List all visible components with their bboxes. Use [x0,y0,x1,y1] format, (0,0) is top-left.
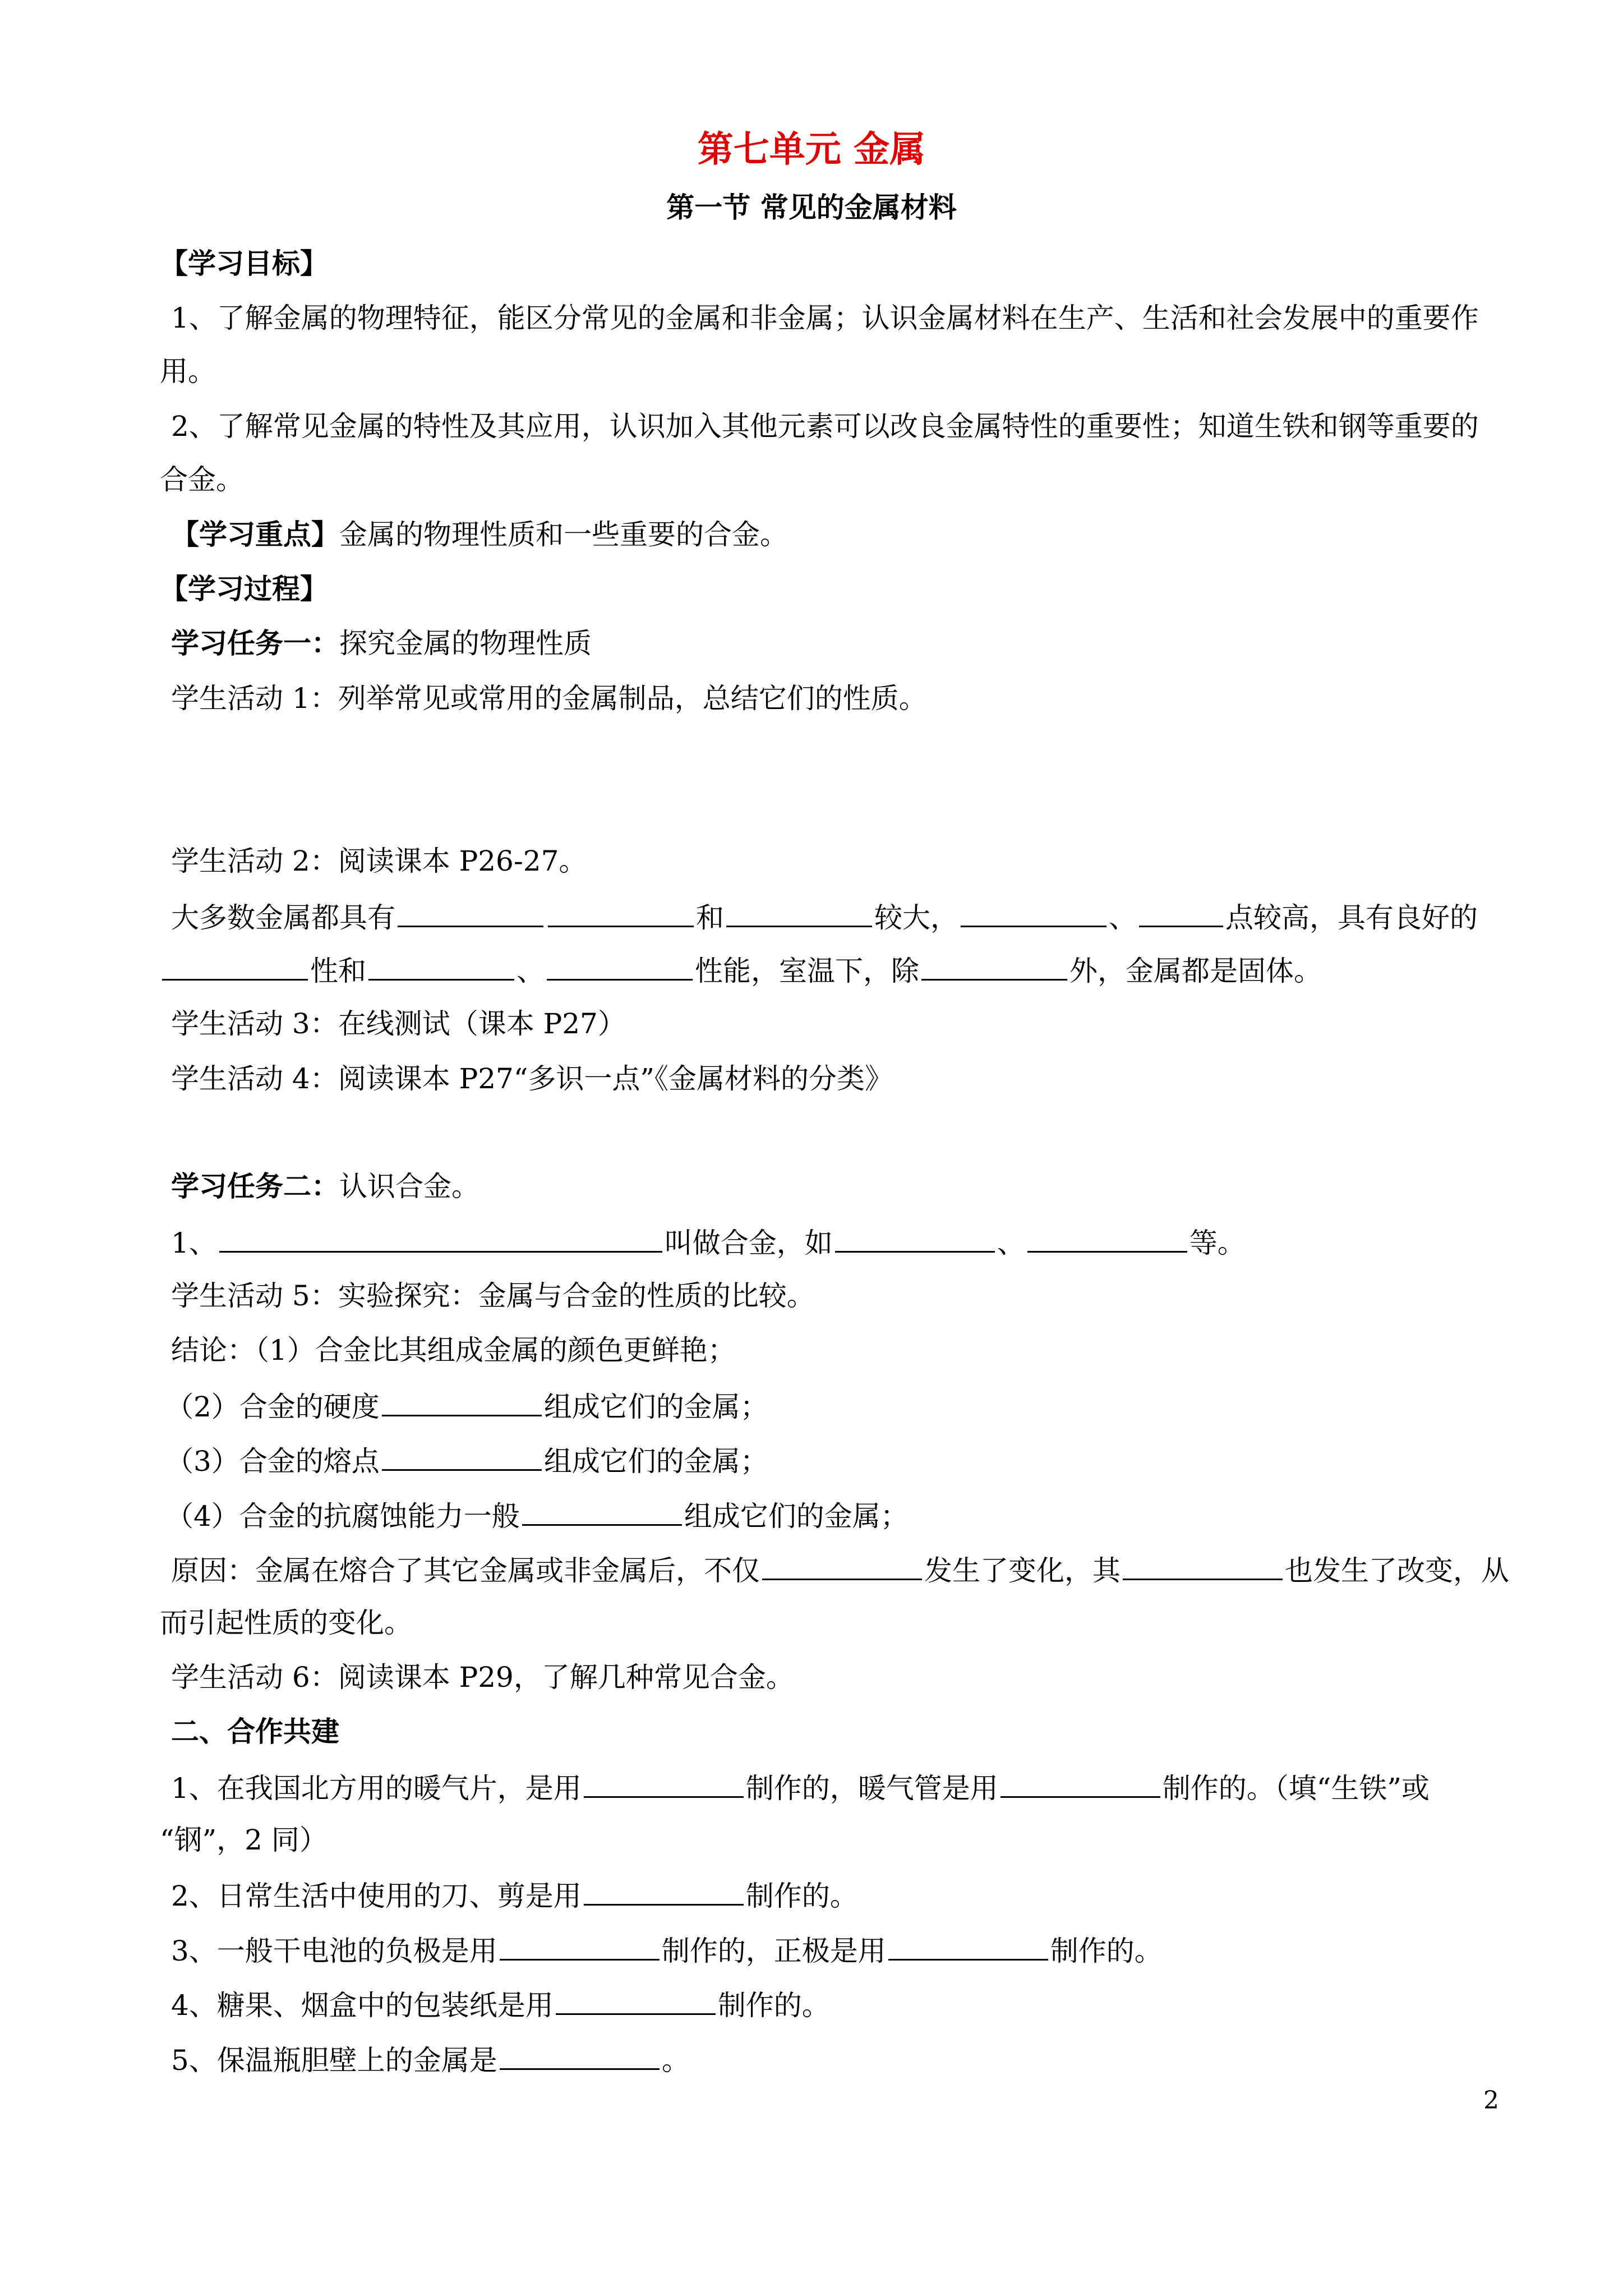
blank-field[interactable] [1027,1222,1187,1253]
fill-text: （4）合金的抗腐蚀能力一般 [165,1500,520,1533]
activity-6: 学生活动 6：阅读课本 P29，了解几种常见合金。 [171,1661,794,1694]
fill-sentence-line-1 [171,896,1478,937]
fill-text: 和 [696,901,724,934]
fill-text: 组成它们的金属； [543,1445,768,1478]
fill-text: 2、日常生活中使用的刀、剪是用 [171,1880,582,1912]
fill-text: 制作的。（填“生铁”或 [1162,1772,1430,1805]
fill-text: 4、糖果、烟盒中的包装纸是用 [171,1989,554,2022]
blank-field[interactable] [500,2039,660,2070]
fill-text: 3、一般干电池的负极是用 [171,1935,497,1967]
fill-text: 制作的。 [745,1880,858,1912]
conclusion-2 [165,1386,768,1427]
fill-sentence-line-2 [160,950,1322,991]
blank-field[interactable] [368,950,514,981]
fill-text: 性和 [310,955,366,987]
blank-field[interactable] [219,1222,662,1253]
blank-field[interactable] [1123,1549,1283,1580]
fill-text: 组成它们的金属； [684,1500,909,1533]
question-1-line-2: “钢”，2 同） [160,1824,328,1856]
activity-4: 学生活动 4：阅读课本 P27“多识一点”《金属材料的分类》 [171,1062,893,1095]
goal-1-line-1: 1、了解金属的物理特征，能区分常见的金属和非金属；认识金属材料在生产、生活和社会发展中的重要作 [171,302,1479,334]
question-5 [171,2039,690,2080]
fill-text: 叫做合金，如 [664,1227,833,1259]
fill-text: 制作的。 [717,1989,830,2022]
fill-text: 大多数金属都具有 [171,901,395,934]
process-heading: 【学习过程】 [160,572,328,605]
question-4 [171,1984,830,2025]
blank-field[interactable] [726,896,872,927]
fill-text: 制作的，正极是用 [661,1935,886,1967]
fill-text: 较大， [874,901,958,934]
conclusion-1: 结论：（1）合金比其组成金属的颜色更鲜艳； [171,1334,736,1366]
blank-field[interactable] [584,1875,744,1906]
blank-field[interactable] [584,1767,744,1798]
activity-1: 学生活动 1：列举常见或常用的金属制品，总结它们的性质。 [171,682,927,715]
activity-2: 学生活动 2：阅读课本 P26-27。 [171,845,587,877]
key-points-label: 【学习重点】 [171,518,339,551]
fill-text: 1、在我国北方用的暖气片，是用 [171,1772,582,1805]
blank-field[interactable] [398,896,543,927]
blank-field[interactable] [1139,896,1223,927]
blank-field[interactable] [888,1930,1048,1961]
question-3 [171,1930,1163,1971]
goal-1-line-2: 用。 [160,355,216,388]
task-1 [171,624,592,663]
unit-title: 第七单元 金属 [697,128,926,171]
task-1-text: 探究金属的物理性质 [339,627,592,660]
blank-field[interactable] [162,950,308,981]
fill-text: 、 [1109,901,1137,934]
blank-field[interactable] [500,1930,660,1961]
conclusion-4 [165,1495,909,1536]
fill-text: 组成它们的金属； [543,1391,768,1423]
task-2 [171,1167,479,1206]
blank-field[interactable] [382,1386,542,1416]
goal-2-line-1: 2、了解常见金属的特性及其应用，认识加入其他元素可以改良金属特性的重要性；知道生铁和钢等重要的 [171,410,1479,443]
fill-text: 点较高，具有良好的 [1225,901,1478,934]
alloy-definition [171,1222,1246,1263]
fill-text: 、 [997,1227,1025,1259]
goals-heading: 【学习目标】 [160,247,328,280]
fill-text: 、 [517,955,545,987]
blank-field[interactable] [522,1495,682,1526]
section-title: 第一节 常见的金属材料 [666,191,957,224]
fill-text: 性能，室温下，除 [695,955,919,987]
page-number: 2 [1483,2086,1499,2115]
question-2 [171,1875,858,1916]
blank-field[interactable] [1000,1767,1160,1798]
fill-text: 1、 [171,1227,217,1259]
task-2-label: 学习任务二： [171,1170,339,1203]
blank-field[interactable] [548,896,694,927]
blank-field[interactable] [762,1549,922,1580]
blank-field[interactable] [961,896,1106,927]
key-points [171,515,788,554]
fill-text: 制作的，暖气管是用 [745,1772,998,1805]
reason-line-2: 而引起性质的变化。 [160,1607,412,1639]
blank-field[interactable] [382,1440,542,1471]
goal-2-line-2: 合金。 [160,463,244,496]
cooperation-heading: 二、合作共建 [171,1715,339,1748]
blank-field[interactable] [556,1984,716,2015]
blank-field[interactable] [835,1222,995,1253]
fill-text: 。 [661,2044,690,2077]
task-1-label: 学习任务一： [171,627,339,660]
reason-line-1 [171,1549,1509,1590]
activity-5: 学生活动 5：实验探究：金属与合金的性质的比较。 [171,1280,815,1312]
activity-3: 学生活动 3：在线测试（课本 P27） [171,1007,626,1040]
question-1-line-1 [171,1767,1430,1808]
task-2-text: 认识合金。 [339,1170,479,1203]
fill-text: 发生了变化，其 [924,1554,1121,1587]
fill-text: 5、保温瓶胆壁上的金属是 [171,2044,497,2077]
blank-field[interactable] [547,950,693,981]
key-points-text: 金属的物理性质和一些重要的合金。 [339,518,788,551]
fill-text: 外，金属都是固体。 [1069,955,1322,987]
fill-text: 等。 [1189,1227,1246,1259]
fill-text: 原因：金属在熔合了其它金属或非金属后，不仅 [171,1554,760,1587]
fill-text: （2）合金的硬度 [165,1391,380,1423]
conclusion-3 [165,1440,768,1481]
blank-field[interactable] [921,950,1067,981]
fill-text: 也发生了改变，从 [1285,1554,1509,1587]
fill-text: （3）合金的熔点 [165,1445,380,1478]
fill-text: 制作的。 [1050,1935,1163,1967]
